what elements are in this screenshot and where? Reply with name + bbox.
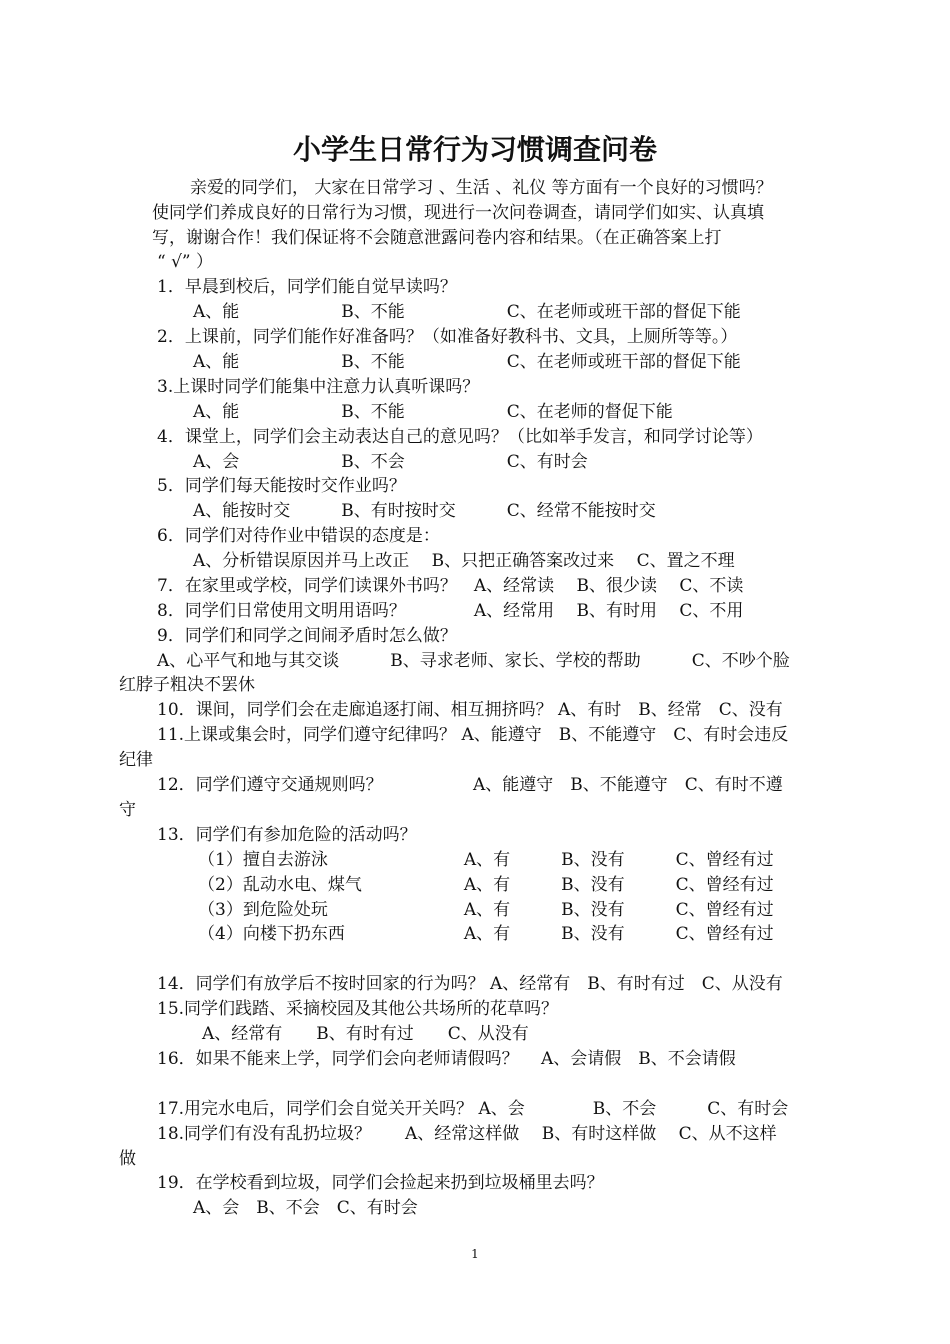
- question-2-options: A、能 B、不能 C、在老师或班干部的督促下能: [193, 352, 741, 372]
- question-3-options: A、能 B、不能 C、在老师的督促下能: [193, 402, 673, 422]
- question-15: 15.同学们践踏、采摘校园及其他公共场所的花草吗？: [157, 999, 559, 1019]
- question-8: 8．同学们日常使用文明用语吗？ A、经常用 B、有时用 C、不用: [157, 601, 744, 621]
- question-15-options: A、经常有 B、有时有过 C、从没有: [202, 1024, 529, 1044]
- question-19: 19．在学校看到垃圾，同学们会捡起来扔到垃圾桶里去吗？: [157, 1173, 604, 1193]
- intro-line-2: 使同学们养成良好的日常行为习惯，现进行一次问卷调查，请同学们如实、认真填: [152, 203, 764, 223]
- question-9-options: A、心平气和地与其交谈 B、寻求老师、家长、学校的帮助 C、不吵个脸: [157, 651, 790, 671]
- question-5-options: A、能按时交 B、有时按时交 C、经常不能按时交: [193, 501, 656, 521]
- intro-line-3: 写，谢谢合作！我们保证将不会随意泄露问卷内容和结果。（在正确答案上打: [152, 228, 722, 248]
- question-18-cont: 做: [119, 1149, 136, 1169]
- question-6-options: A、分析错误原因并马上改正 B、只把正确答案改过来 C、置之不理: [193, 551, 735, 571]
- question-12-cont: 守: [119, 800, 136, 820]
- question-5: 5．同学们每天能按时交作业吗？: [157, 476, 406, 496]
- question-1: 1．早晨到校后，同学们能自觉早读吗？: [157, 277, 457, 297]
- question-16: 16．如果不能来上学，同学们会向老师请假吗？ A、会请假 B、不会请假: [157, 1049, 736, 1069]
- question-4: 4．课堂上，同学们会主动表达自己的意见吗？（比如举手发言，和同学讨论等）: [157, 427, 763, 447]
- question-13-item-1: （1）擅自去游泳 A、有 B、没有 C、曾经有过: [198, 850, 774, 870]
- question-12: 12．同学们遵守交通规则吗？ A、能遵守 B、不能遵守 C、有时不遵: [157, 775, 783, 795]
- question-1-options: A、能 B、不能 C、在老师或班干部的督促下能: [193, 302, 741, 322]
- question-17: 17.用完水电后，同学们会自觉关开关吗？ A、会 B、不会 C、有时会: [157, 1099, 789, 1119]
- question-13-item-3: （3）到危险处玩 A、有 B、没有 C、曾经有过: [198, 900, 774, 920]
- question-3: 3.上课时同学们能集中注意力认真听课吗？: [157, 377, 480, 397]
- question-4-options: A、会 B、不会 C、有时会: [193, 452, 588, 472]
- question-13-item-4: （4）向楼下扔东西 A、有 B、没有 C、曾经有过: [198, 924, 774, 944]
- page-number: 1: [471, 1247, 479, 1261]
- question-11: 11.上课或集会时，同学们遵守纪律吗？ A、能遵守 B、不能遵守 C、有时会违反: [157, 725, 789, 745]
- question-11-cont: 纪律: [119, 750, 153, 770]
- question-14: 14．同学们有放学后不按时回家的行为吗？ A、经常有 B、有时有过 C、从没有: [157, 974, 783, 994]
- question-6: 6．同学们对待作业中错误的态度是：: [157, 526, 440, 546]
- question-10: 10．课间，同学们会在走廊追逐打闹、相互拥挤吗？ A、有时 B、经常 C、没有: [157, 700, 783, 720]
- question-18: 18.同学们有没有乱扔垃圾？ A、经常这样做 B、有时这样做 C、从不这样: [157, 1124, 777, 1144]
- question-9-options-cont: 红脖子粗决不罢休: [119, 675, 255, 695]
- intro-line-1: 亲爱的同学们， 大家在日常学习 、生活 、礼仪 等方面有一个良好的习惯吗？: [190, 178, 773, 198]
- question-2: 2．上课前，同学们能作好准备吗？（如准备好教科书、文具，上厕所等等。）: [157, 327, 738, 347]
- page-title: 小学生日常行为习惯调查问卷: [292, 133, 657, 166]
- question-13-item-2: （2）乱动水电、煤气 A、有 B、没有 C、曾经有过: [198, 875, 774, 895]
- question-13: 13．同学们有参加危险的活动吗？: [157, 825, 417, 845]
- question-9: 9．同学们和同学之间闹矛盾时怎么做？: [157, 626, 457, 646]
- question-19-options: A、会 B、不会 C、有时会: [193, 1198, 418, 1218]
- intro-line-4: “ √” ）: [157, 252, 214, 272]
- question-7: 7．在家里或学校，同学们读课外书吗？ A、经常读 B、很少读 C、不读: [157, 576, 744, 596]
